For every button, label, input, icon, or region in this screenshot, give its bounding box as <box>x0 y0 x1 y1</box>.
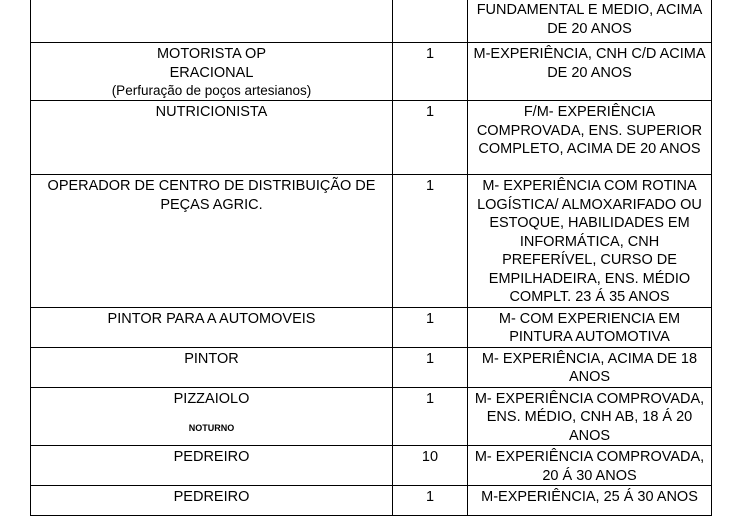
table-row <box>31 307 712 347</box>
quantity-cell: 1 <box>393 101 468 175</box>
role-cell: OPERADOR DE CENTRO DE DISTRIBUIÇÃO DE PEÇAS AGRIC. <box>31 175 393 308</box>
quantity-cell: 1 <box>393 307 468 347</box>
table-row <box>31 387 712 446</box>
quantity-cell: 1 <box>393 43 468 101</box>
table-row <box>31 486 712 516</box>
quantity-cell: 1 <box>393 175 468 308</box>
quantity-cell: 1 <box>393 347 468 387</box>
table-row <box>31 43 712 101</box>
requirements-cell: M- EXPERIÊNCIA, ACIMA DE 18 ANOS <box>468 347 712 387</box>
role-cell: PEDREIRO <box>31 486 393 516</box>
role-cell <box>31 43 393 101</box>
quantity-cell: 10 <box>393 446 468 486</box>
role-title: PIZZAIOLO <box>173 390 250 407</box>
shift-note: NOTURNO <box>188 423 235 433</box>
role-cell <box>31 0 393 43</box>
role-subtitle: (Perfuração de poços artesianos) <box>111 83 312 98</box>
quantity-cell: 1 <box>393 387 468 446</box>
requirements-cell: M-EXPERIÊNCIA, CNH C/D ACIMA DE 20 ANOS <box>468 43 712 101</box>
requirements-cell: M- EXPERIÊNCIA COMPROVADA, 20 Á 30 ANOS <box>468 446 712 486</box>
requirements-cell: M- COM EXPERIENCIA EM PINTURA AUTOMOTIVA <box>468 307 712 347</box>
role-cell: PEDREIRO <box>31 446 393 486</box>
role-cell <box>31 387 393 446</box>
role-cell: PINTOR PARA A AUTOMOVEIS <box>31 307 393 347</box>
table-row <box>31 0 712 43</box>
requirements-cell: FUNDAMENTAL E MEDIO, ACIMA DE 20 ANOS <box>468 0 712 43</box>
requirements-cell: M- EXPERIÊNCIA COM ROTINA LOGÍSTICA/ ALMOXARIFADO OU ESTOQUE, HABILIDADES EM INFORMÁTICA, CNH PREFERÍVEL, CURSO DE EMPILHADEIRA, ENS. MÉDIO COMPLT. 23 Á 35 ANOS <box>468 175 712 308</box>
requirements-cell: M-EXPERIÊNCIA, 25 Á 30 ANOS <box>468 486 712 516</box>
role-title: MOTORISTA OP ERACIONAL <box>156 46 267 81</box>
role-cell: PINTOR <box>31 347 393 387</box>
role-cell: NUTRICIONISTA <box>31 101 393 175</box>
quantity-cell <box>393 0 468 43</box>
requirements-cell: F/M- EXPERIÊNCIA COMPROVADA, ENS. SUPERIOR COMPLETO, ACIMA DE 20 ANOS <box>468 101 712 175</box>
quantity-cell: 1 <box>393 486 468 516</box>
job-openings-table <box>30 0 712 516</box>
table-row <box>31 347 712 387</box>
table-row <box>31 101 712 175</box>
table-row <box>31 175 712 308</box>
table-row <box>31 446 712 486</box>
requirements-cell: M- EXPERIÊNCIA COMPROVADA, ENS. MÉDIO, CNH AB, 18 Á 20 ANOS <box>468 387 712 446</box>
